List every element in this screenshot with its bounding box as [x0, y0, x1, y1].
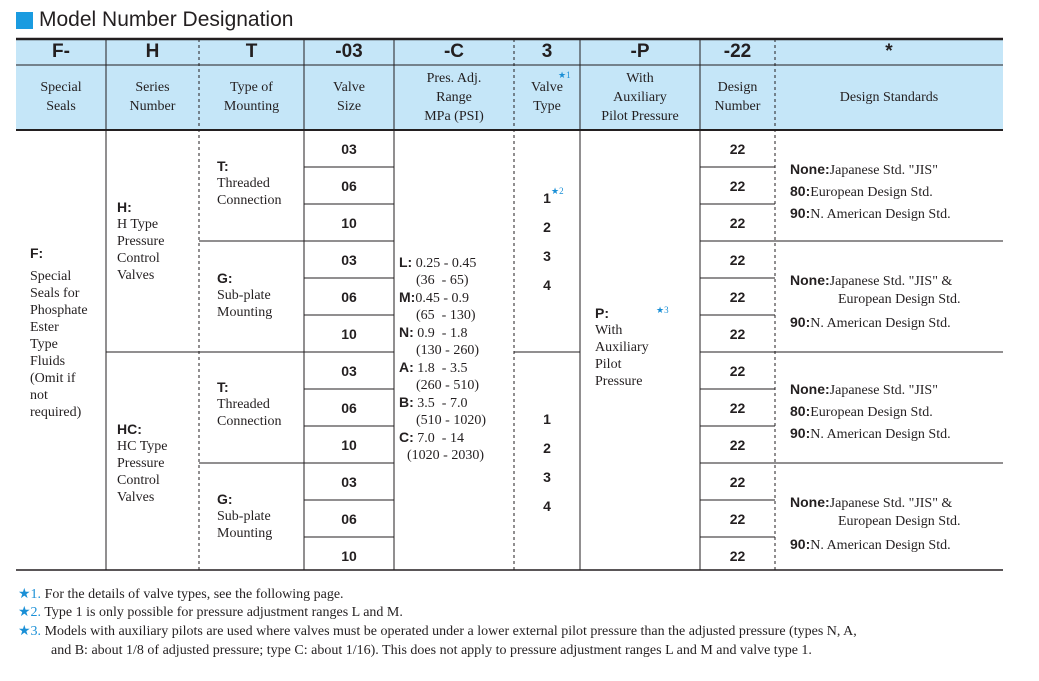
valve-type-cell: 4 [543, 498, 551, 514]
design-number-cell: 22 [729, 289, 746, 305]
code-design-standards: * [885, 41, 893, 62]
code-valve-type: 3 [541, 41, 553, 62]
valve-type-cell: 4 [543, 277, 551, 293]
valve-size-cell: 06 [341, 178, 357, 194]
valve-size-cell: 03 [341, 474, 357, 490]
aux-pilot-cell: P: With Auxiliary Pilot Pressure [595, 305, 649, 389]
design-number-cell: 22 [729, 141, 746, 157]
code-aux-pilot: -P [630, 41, 650, 62]
design-number-cell: 22 [729, 326, 746, 342]
design-number-cell: 22 [729, 215, 746, 231]
design-standards-group-4: None:Japanese Std. "JIS" & European Design Std. 90:N. American Design Std. [790, 494, 961, 553]
label-valve-size: Valve Size [333, 80, 365, 114]
valve-type-cell: 1 [543, 411, 551, 427]
footnote-3: ★3. Models with auxiliary pilots are used where valves must be operated under a lower external pilot pressure than the adjusted pressure (types N, A, and B: about 1/8 of adjusted pressure; type C: about 1/16). This does not apply to pressure adjustment ranges L and M and valve type 1. [18, 624, 857, 658]
valve-size-cell: 06 [341, 289, 357, 305]
design-number-cell: 22 [729, 400, 746, 416]
aux-pilot-star3-icon: ★3 [656, 305, 669, 315]
label-pressure-range: Pres. Adj. Range MPa (PSI) [424, 70, 484, 124]
design-number-cell: 22 [729, 548, 746, 564]
series-hc-cell: HC: HC Type Pressure Control Valves [117, 421, 168, 505]
label-aux-pilot: With Auxiliary Pilot Pressure [601, 70, 679, 124]
design-number-cell: 22 [729, 437, 746, 453]
label-special-seals: Special Seals [40, 80, 82, 114]
design-number-cell: 22 [729, 252, 746, 268]
label-design-number: Design Number [714, 80, 761, 114]
design-standards-group-1: None:Japanese Std. "JIS" 80:European Design Std. 90:N. American Design Std. [790, 161, 951, 222]
footnote-1: ★1. For the details of valve types, see the following page. [18, 587, 344, 602]
valve-size-cell: 10 [341, 215, 357, 231]
design-number-cell: 22 [729, 511, 746, 527]
valve-type-star2-icon: ★2 [551, 186, 564, 196]
valve-size-cell: 10 [341, 437, 357, 453]
design-standards-group-2: None:Japanese Std. "JIS" & European Design Std. 90:N. American Design Std. [790, 272, 961, 331]
valve-size-cell: 03 [341, 141, 357, 157]
valve-type-cell: 3 [543, 469, 551, 485]
code-special-seals: F- [52, 41, 70, 62]
footnote-2: ★2. Type 1 is only possible for pressure adjustment ranges L and M. [18, 605, 403, 620]
design-number-cell: 22 [729, 178, 746, 194]
valve-size-cell: 10 [341, 548, 357, 564]
valve-type-star-icon: ★1 [558, 70, 571, 80]
valve-type-cell: 3 [543, 248, 551, 264]
mounting-threaded-1: T: Threaded Connection [217, 158, 282, 208]
code-series: H [145, 41, 160, 62]
code-mounting: T [245, 41, 258, 62]
label-series-number: Series Number [129, 80, 176, 114]
pressure-range-list: L: 0.25 - 0.45 (36 - 65) M:0.45 - 0.9 (65 - 130) N: 0.9 - 1.8 (130 - 260) A: 1.8 - 3.5 (260 - 510) B: 3.5 - 7.0 (510 - 1020) C: 7.0 - 14 (1020 - 2030) [399, 254, 486, 463]
series-h-cell: H: H Type Pressure Control Valves [117, 199, 165, 283]
special-seals-cell: F: Special Seals for Phosphate Ester Type Fluids (Omit if not required) [30, 245, 88, 420]
valve-size-cell: 03 [341, 363, 357, 379]
valve-type-cell: 1 [543, 190, 551, 206]
code-design-number: -22 [723, 41, 752, 62]
label-type-of-mounting: Type of Mounting [223, 80, 280, 114]
label-valve-type: Valve Type [531, 80, 563, 114]
valve-size-cell: 06 [341, 400, 357, 416]
mounting-subplate-2: G: Sub-plate Mounting [217, 491, 273, 541]
title-text: Model Number Designation [39, 8, 294, 31]
mounting-threaded-2: T: Threaded Connection [217, 379, 282, 429]
mounting-subplate-1: G: Sub-plate Mounting [217, 270, 273, 320]
code-pressure: -C [443, 41, 465, 62]
design-number-cell: 22 [729, 363, 746, 379]
design-number-cell: 22 [729, 474, 746, 490]
design-standards-group-3: None:Japanese Std. "JIS" 80:European Design Std. 90:N. American Design Std. [790, 381, 951, 442]
valve-type-cell: 2 [543, 219, 551, 235]
valve-size-cell: 06 [341, 511, 357, 527]
label-design-standards: Design Standards [839, 89, 939, 105]
code-valve-size: -03 [335, 41, 363, 62]
valve-size-cell: 10 [341, 326, 357, 342]
valve-size-cell: 03 [341, 252, 357, 268]
valve-type-cell: 2 [543, 440, 551, 456]
